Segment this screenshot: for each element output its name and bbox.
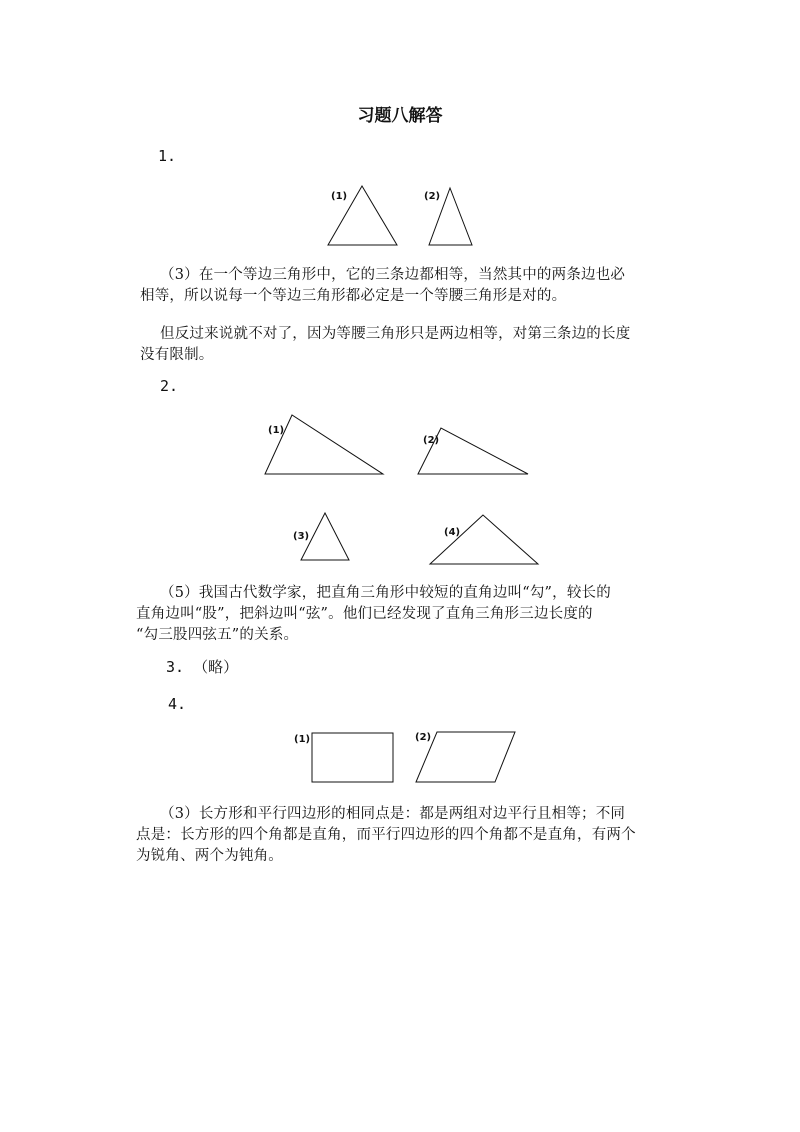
q2-answer-line-1: （5）我国古代数学家，把直角三角形中较短的直角边叫“勾”，较长的	[160, 585, 611, 601]
q2-figure-2-label: (2)	[423, 435, 440, 446]
question-4-number: 4.	[168, 695, 187, 713]
q4-answer-line-1: （3）长方形和平行四边形的相同点是：都是两组对边平行且相等；不同	[160, 806, 626, 822]
q2-figure-3-label: (3)	[293, 531, 310, 542]
q4-figure-2-label: (2)	[415, 732, 432, 743]
right-triangle-shape	[430, 515, 538, 564]
q1-note-line-2: 没有限制。	[140, 347, 214, 363]
q4-answer-line-3: 为锐角、两个为钝角。	[136, 848, 283, 864]
q2-answer-line-2: 直角边叫“股”，把斜边叫“弦”。他们已经发现了直角三角形三边长度的	[136, 606, 593, 622]
q1-answer-line-2: 相等，所以说每一个等边三角形都必定是一个等腰三角形是对的。	[140, 288, 567, 304]
q4-answer-line-2: 点是：长方形的四个角都是直角，而平行四边形的四个角都不是直角，有两个	[136, 827, 636, 843]
q1-answer-line-1: （3）在一个等边三角形中，它的三条边都相等，当然其中的两条边也必	[160, 267, 626, 283]
q4-figure-1-label: (1)	[294, 734, 311, 745]
q1-figure-2-label: (2)	[424, 191, 441, 202]
rectangle-shape	[312, 733, 393, 782]
obtuse-triangle-1-shape	[265, 415, 383, 474]
question-2-number: 2.	[160, 377, 179, 395]
q1-figure-1-label: (1)	[331, 191, 348, 202]
page-title: 习题八解答	[357, 106, 443, 126]
question-1-number: 1.	[158, 147, 177, 165]
q2-answer-line-3: “勾三股四弦五”的关系。	[136, 627, 299, 643]
q2-figure-4-label: (4)	[444, 527, 461, 538]
q2-figure-1-label: (1)	[268, 425, 285, 436]
question-3-text: 3. （略）	[166, 658, 239, 676]
q1-note-line-1: 但反过来说就不对了，因为等腰三角形只是两边相等，对第三条边的长度	[160, 326, 631, 342]
